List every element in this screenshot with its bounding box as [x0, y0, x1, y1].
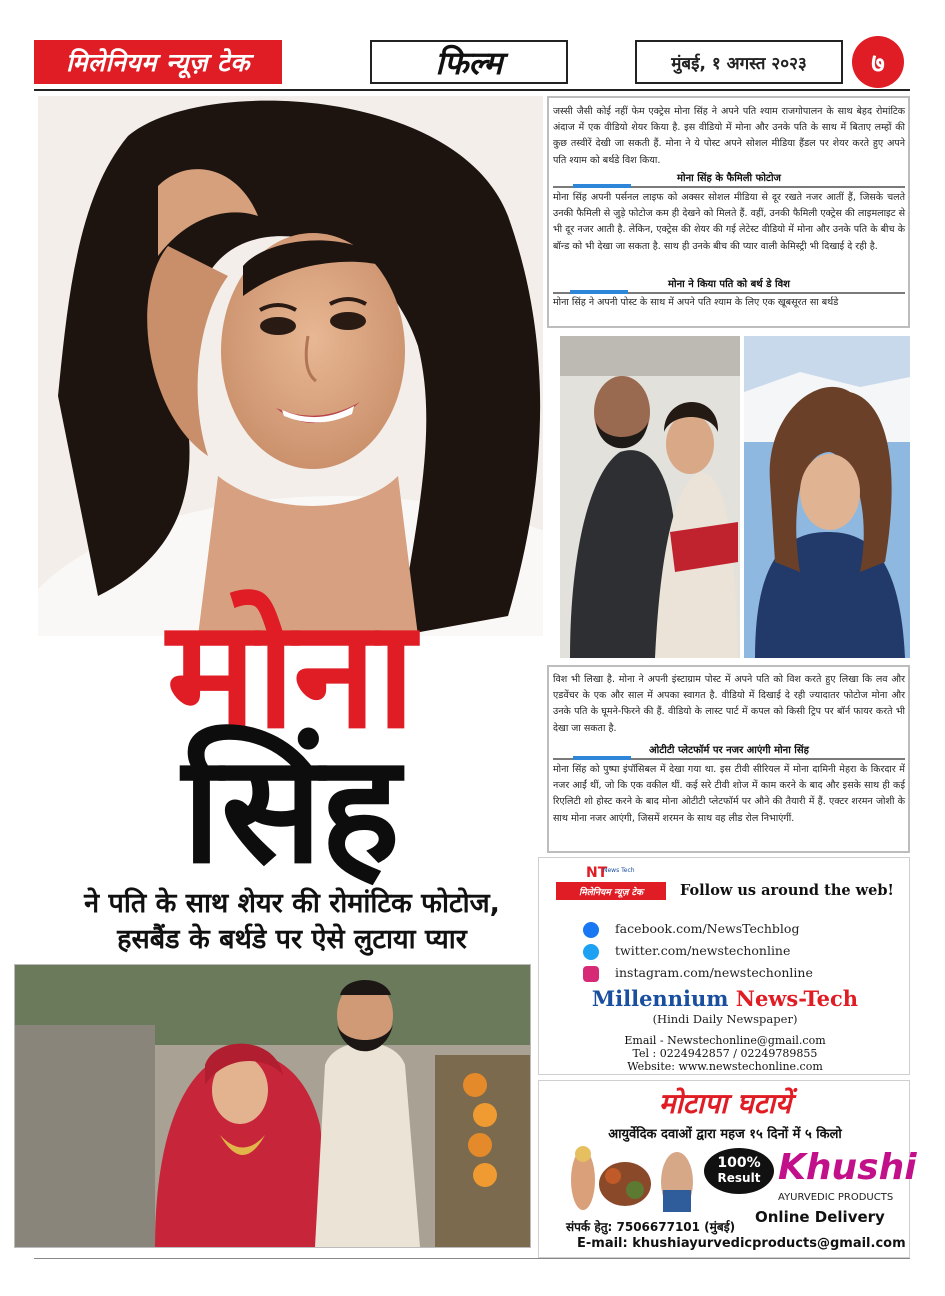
facebook-link[interactable]: facebook.com/NewsTechblog: [615, 921, 800, 936]
dateline-box: [635, 40, 843, 84]
result-badge: [704, 1148, 774, 1194]
ad-subtitle: आयुर्वेदिक दवाओं द्वारा महज १५ दिनों में ५ किलो: [608, 1127, 842, 1142]
result-badge-percent: 100%: [717, 1155, 761, 1171]
twitter-link[interactable]: twitter.com/newstechonline: [615, 943, 791, 958]
ad-brand-subtitle: AYURVEDIC PRODUCTS: [778, 1192, 894, 1203]
nt-logo-name: मिलेनियम न्यूज़ टेक: [578, 887, 643, 898]
ad-title: मोटापा घटायें: [658, 1087, 792, 1120]
article-para-ott: मोना सिंह को पुष्पा इंपॉसिबल में देखा गया था. इस टीवी सीरियल में मोना दामिनी मेहरा के किरदार में नजर आईं थीं, जो कि एक वकील थीं. कई सरे टीवी शोज में काम करने के बाद और इसके साथ ही कई रिएलिटी शो होस्ट करने के बाद मोना ओटीटी प्लेटफॉर्म पर औने की तैयारी में हैं. एक्टर शरमन जोशी के साथ मोना नजर आएंगी, जिसमें शरमन के साथ वह लीड रोल निभाएंगीं.: [553, 764, 905, 824]
article-para-wish-start: मोना सिंह ने अपनी पोस्ट के साथ में अपने पति श्याम के लिए एक खूबसूरत सा बर्थडे: [553, 297, 839, 308]
headline-subtitle-line1: ने पति के साथ शेयर की रोमांटिक फोटोज,: [84, 888, 500, 919]
brand-name: मिलेनियम न्यूज़ टेक: [66, 48, 250, 77]
contact-website: Website: www.newstechonline.com: [627, 1060, 823, 1073]
subheading-family-photos: मोना सिंह के फैमिली फोटोज: [677, 173, 781, 184]
ad-product-image: [565, 1146, 700, 1214]
twitter-icon[interactable]: [583, 944, 599, 960]
masthead-name-part2: News-Tech: [735, 986, 859, 1011]
headline-last-name: सिंह: [182, 723, 398, 897]
contact-phone: Tel : 0224942857 / 02249789855: [632, 1047, 818, 1060]
result-badge-label: Result: [717, 1171, 761, 1185]
subheading-ott-platform: ओटीटी प्लेटफॉर्म पर नजर आएंगी मोना सिंह: [649, 745, 809, 756]
couple-photos: [560, 332, 910, 662]
instagram-icon[interactable]: [583, 966, 599, 982]
article-para-wish-end: विश भी लिखा है. मोना ने अपनी इंस्टाग्राम पोस्ट में अपने पति को विश करते हुए लिखा कि लव और एडवेंचर के एक और साल में अपका स्वागत है. वीडियो में दिखाई दे रही ज्यादातर फोटोज मोना और उनके पति के घूमने-फिरने की हैं. वीडियो के लास्ट पार्ट में कपल को किसी ट्रिप पर बॉर्न फायर करते भी देखा जा सकता है.: [553, 674, 905, 734]
headline-first-name: मोना: [166, 588, 414, 762]
subheading-accent: [573, 756, 631, 760]
ad-email: E-mail: khushiayurvedicproducts@gmail.com: [577, 1236, 906, 1251]
wedding-photo: [14, 964, 531, 1248]
article-para-family: मोना सिंह अपनी पर्सनल लाइफ को अक्सर सोशल मीडिया से दूर रखते नजर आतीं हैं, जिसके चलते उनकी फैमिली से जुड़े फोटोज कम ही देखने को मिलते हैं. वहीं, उनकी फैमिली एक्ट्रेस की लाइमलाइट से भी दूर नजर आती है. लेकिन, एक्ट्रेस की शेयर की गई लेटेस्ट वीडियो में मोना और उनके पति के बीच के बॉन्ड को भी देखा जा सकता है. साथ ही उनके बीच की प्यार वाली केमिस्ट्री भी दिखाई दे रही है.: [553, 192, 905, 252]
subheading-birthday-wish: मोना ने किया पति को बर्थ डे विश: [668, 279, 790, 290]
subheading-accent: [570, 290, 628, 294]
facebook-icon[interactable]: [583, 922, 599, 938]
ad-phone: संपर्क हेतु: 7506677101 (मुंबई): [566, 1220, 736, 1234]
nt-logo-subtext: News Tech: [603, 867, 635, 874]
nt-logo-mark: NT: [586, 865, 608, 881]
nt-logo-banner: [556, 882, 666, 900]
masthead-name-part1: Millennium: [591, 986, 729, 1011]
masthead-tagline: (Hindi Daily Newspaper): [652, 1012, 798, 1026]
article-intro: जस्सी जैसी कोई नहीं फेम एक्ट्रेस मोना सिंह ने अपने पति श्याम राजगोपालन के साथ बेहद रोमांटिक अंदाज में एक वीडियो शेयर किया है. इस वीडियो में मोना और उनके पति के साथ में बिताए लम्हों की कुछ तस्वीरें देखी जा सकती हैं. मोना ने ये पोस्ट अपने सोशल मीडिया हैंडल पर शेयर करते हुए अपने पति श्याम को बर्थडे विश किया.: [553, 106, 905, 166]
contact-email: Email - Newstechonline@gmail.com: [624, 1034, 826, 1047]
subheading-accent: [573, 184, 631, 188]
ad-delivery: Online Delivery: [755, 1208, 885, 1226]
brand-banner: [34, 40, 282, 84]
follow-us-heading: Follow us around the web!: [680, 882, 894, 899]
section-label: फिल्म: [435, 43, 503, 82]
header-rule: [34, 89, 910, 91]
page-number-badge: [852, 36, 904, 88]
masthead-name: [540, 986, 910, 1011]
page-number: ७: [871, 49, 885, 79]
footer-rule: [34, 1258, 910, 1259]
headline-subtitle-line2: हसबैंड के बर्थडे पर ऐसे लुटाया प्यार: [117, 924, 467, 955]
hero-photo: [38, 96, 543, 636]
instagram-link[interactable]: instagram.com/newstechonline: [615, 965, 813, 980]
dateline: मुंबई, १ अगस्त २०२३: [671, 53, 807, 74]
ad-brand-logo: Khushi: [778, 1147, 917, 1188]
section-label-box: [370, 40, 568, 84]
